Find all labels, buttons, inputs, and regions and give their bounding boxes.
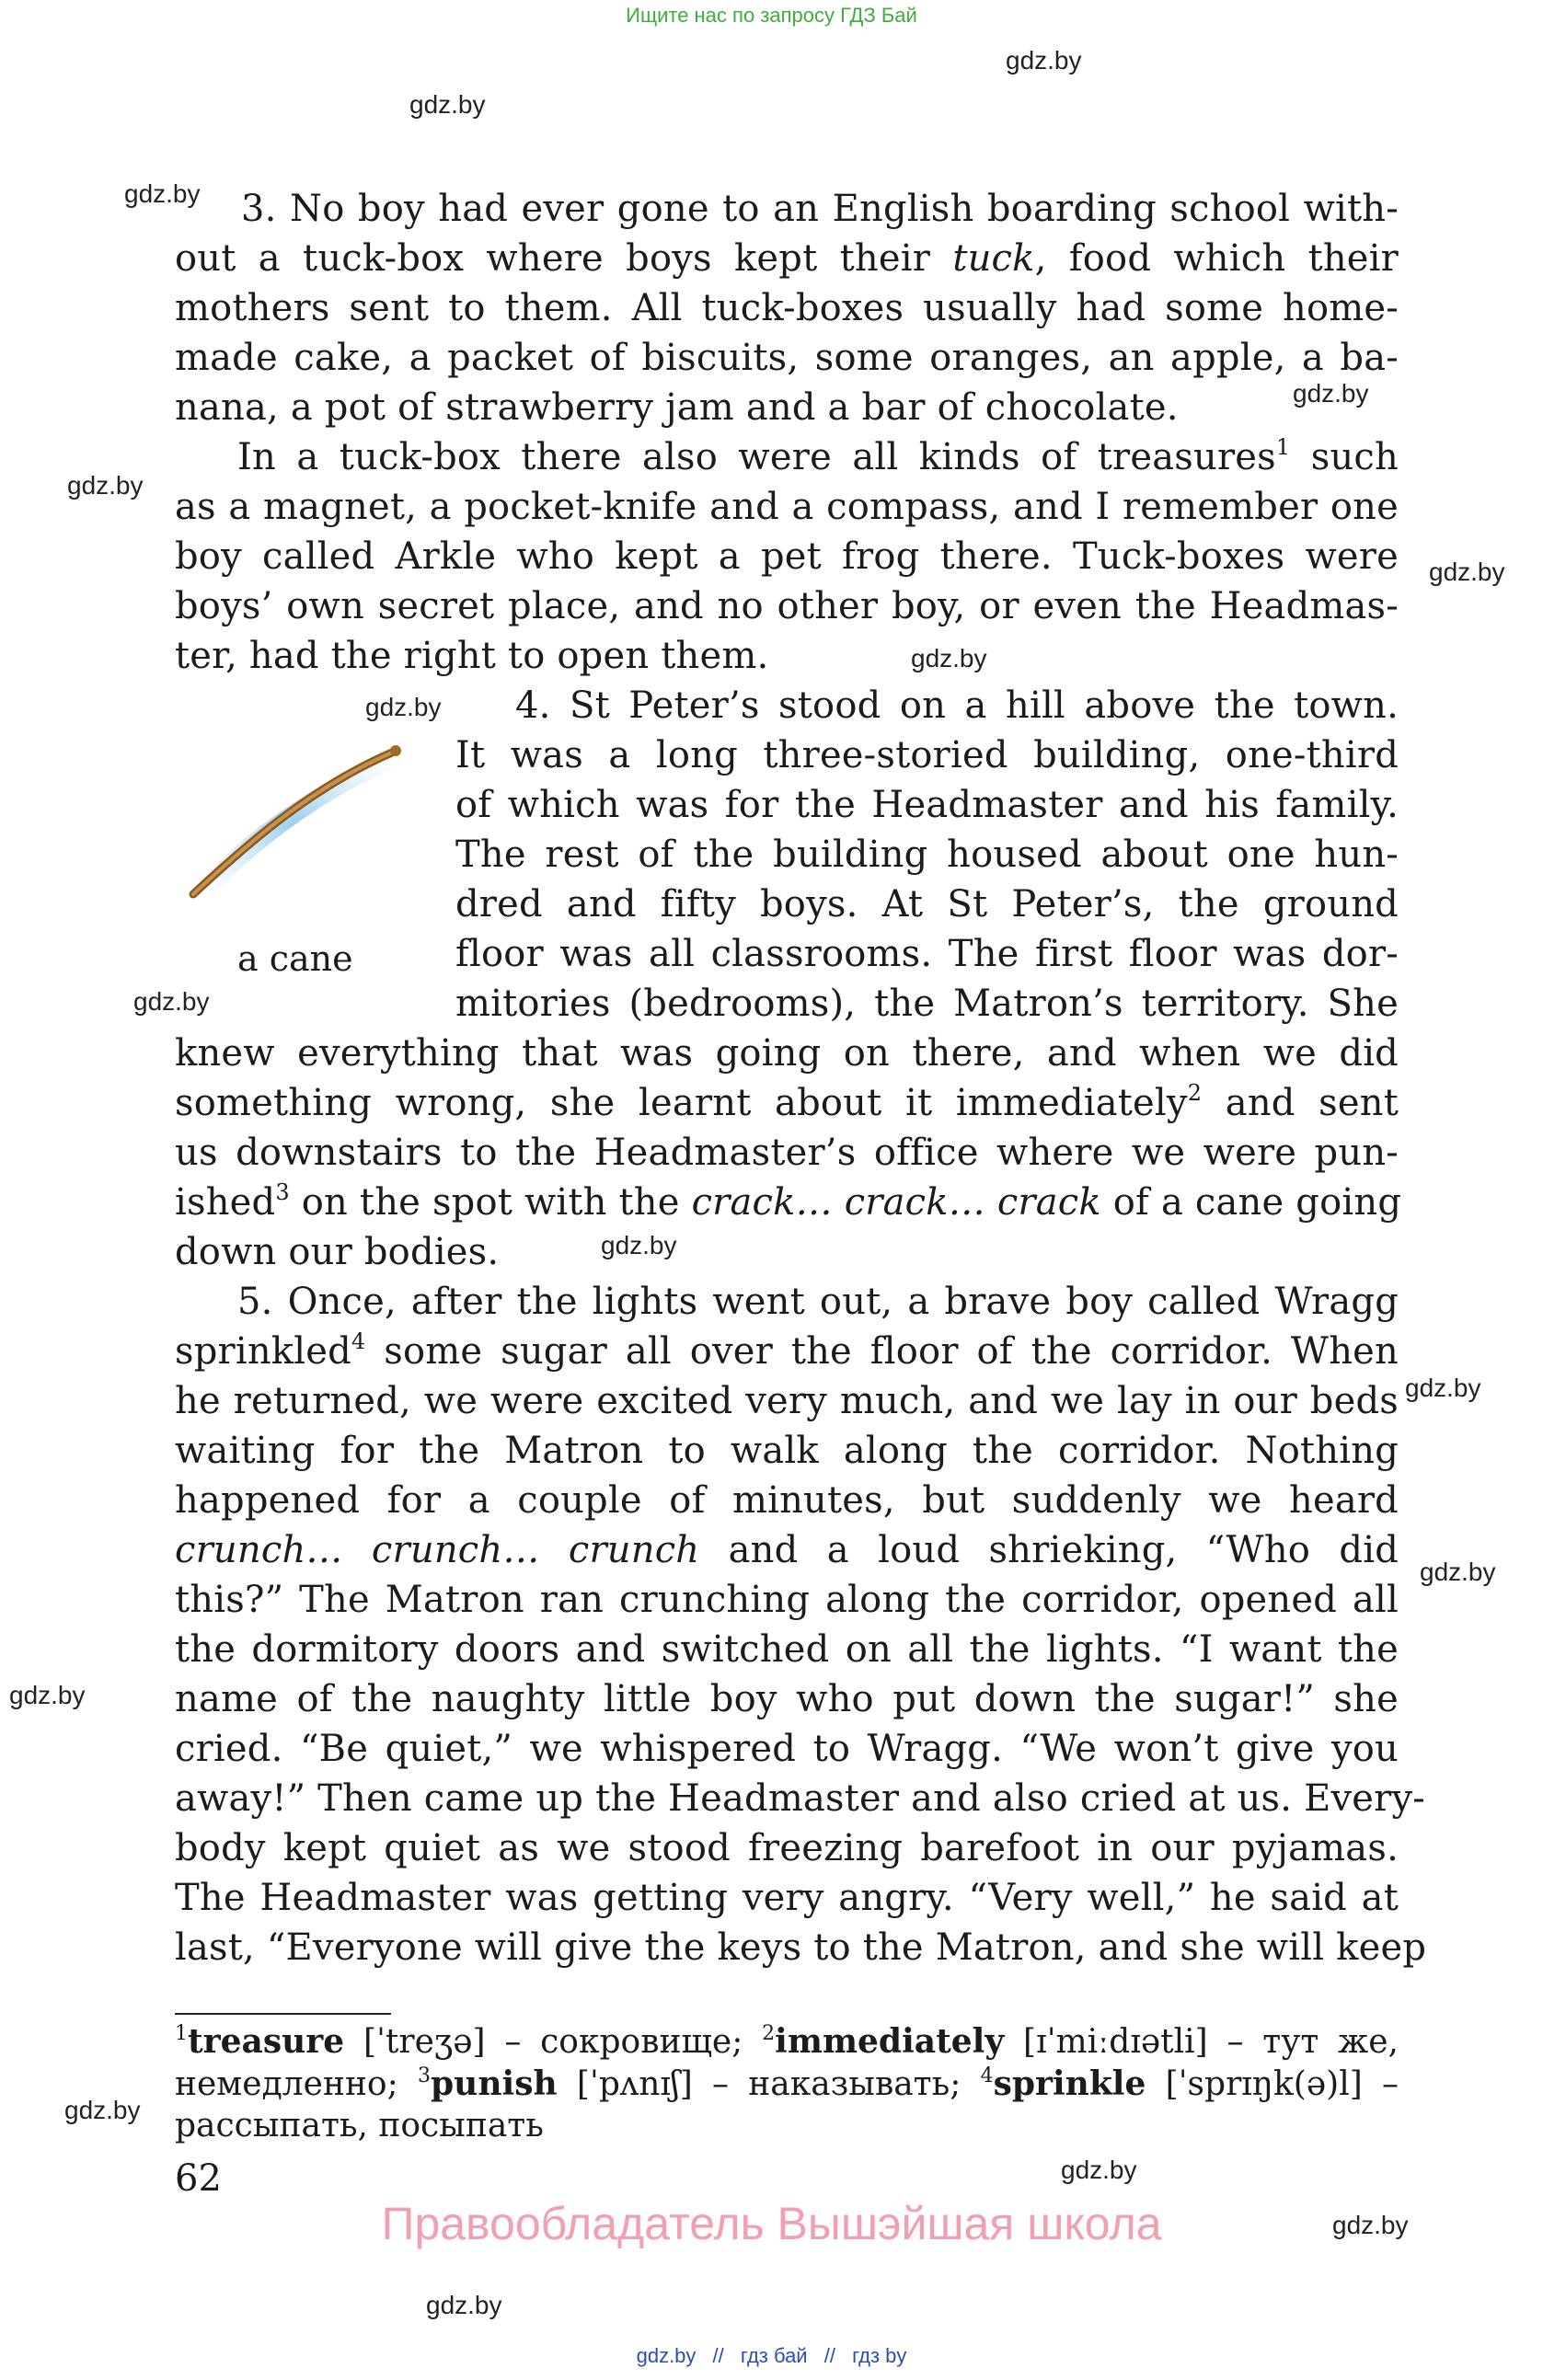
text-line: ished$^3$ on the spot with the crack… crack… crack of a cane going [175, 1179, 1402, 1224]
text-line: 4. St Peter’s stood on a hill above the town. [515, 684, 1399, 727]
footer-links [0, 2344, 1543, 2368]
text-line: out a tuck-box where boys kept their tuck, food which their [175, 237, 1399, 280]
text-line: In a tuck-box there also were all kinds of treasures$^1$ such [237, 434, 1399, 478]
text-line: nana, a pot of strawberry jam and a bar of chocolate. [175, 386, 1179, 429]
copyright-owner: Правообладатель Вышэйшая школа [381, 2198, 1162, 2249]
text-line: waiting for the Matron to walk along the corridor. Nothing [175, 1430, 1399, 1472]
text-line: dred and fifty boys. At St Peter’s, the ground [455, 883, 1399, 926]
footnote-line: $^1$treasure [ˈtreʒə] – сокровище; $^2$immediately [ɪˈmiːdɪətli] – тут же, [175, 2022, 1399, 2061]
watermark: gdz.by [1006, 46, 1082, 75]
watermark: gdz.by [426, 2291, 502, 2319]
footnote-divider [175, 2013, 391, 2015]
text-line: The Headmaster was getting very angry. “Very well,” he said at [175, 1877, 1399, 1919]
watermark: gdz.by [67, 471, 144, 500]
page-number: 62 [175, 2157, 222, 2200]
text-line: away!” Then came up the Headmaster and also cried at us. Every- [175, 1777, 1425, 1820]
cane-icon [173, 727, 412, 920]
text-line: 5. Once, after the lights went out, a brave boy called Wragg [237, 1281, 1399, 1323]
footer-link[interactable]: gdz.by [636, 2344, 697, 2367]
text-line: something wrong, she learnt about it immediately$^2$ and sent [175, 1080, 1399, 1124]
watermark: gdz.by [124, 179, 201, 208]
text-line: this?” The Matron ran crunching along the corridor, opened all [175, 1579, 1399, 1621]
text-line: boys’ own secret place, and no other boy, or even the Headmas- [175, 585, 1399, 627]
text-line: down our bodies. [175, 1231, 500, 1273]
watermark: gdz.by [64, 2096, 141, 2124]
text-line: last, “Everyone will give the keys to the Matron, and she will keep [175, 1926, 1427, 1969]
text-line: 3. No boy had ever gone to an English boarding school with- [241, 188, 1399, 230]
text-line: cried. “Be quiet,” we whispered to Wragg. “We won’t give you [175, 1728, 1399, 1770]
text-line: It was a long three-storied building, one-third [455, 734, 1399, 776]
text-line: us downstairs to the Headmaster’s office where we were pun- [175, 1132, 1399, 1174]
watermark: gdz.by [9, 1681, 86, 1709]
text-line: boy called Arkle who kept a pet frog there. Tuck-boxes were [175, 535, 1399, 578]
watermark: gdz.by [1293, 379, 1369, 408]
footer-link[interactable]: гдз by [852, 2344, 907, 2367]
watermark: gdz.by [409, 90, 486, 119]
text-line: made cake, a packet of biscuits, some oranges, an apple, a ba- [175, 337, 1399, 379]
footer-link[interactable]: гдз бай [740, 2344, 808, 2367]
footer-separator: // [712, 2344, 724, 2367]
text-line: ter, had the right to open them. [175, 635, 769, 677]
watermark: gdz.by [1429, 558, 1505, 586]
text-line: The rest of the building housed about one hun- [455, 834, 1399, 876]
footnote-line: рассыпать, посыпать [175, 2107, 544, 2144]
watermark: gdz.by [133, 987, 210, 1016]
text-line: the dormitory doors and switched on all the lights. “I want the [175, 1628, 1399, 1671]
text-line: as a magnet, a pocket-knife and a compass, and I remember one [175, 486, 1399, 528]
search-hint-link[interactable]: Ищите нас по запросу ГДЗ Бай [626, 4, 917, 27]
text-line: sprinkled$^4$ some sugar all over the floor of the corridor. When [175, 1328, 1399, 1373]
text-line: knew everything that was going on there, and when we did [175, 1032, 1399, 1075]
text-line: crunch… crunch… crunch and a loud shrieking, “Who did [175, 1529, 1399, 1571]
watermark: gdz.by [911, 644, 987, 673]
text-line: mothers sent to them. All tuck-boxes usually had some home- [175, 287, 1399, 329]
footnote-line: немедленно; $^3$punish [ˈpʌnɪʃ] – наказывать; $^4$sprinkle [ˈsprɪŋk(ə)l] – [175, 2064, 1399, 2103]
watermark: gdz.by [1420, 1558, 1496, 1586]
text-line: body kept quiet as we stood freezing barefoot in our pyjamas. [175, 1827, 1399, 1869]
watermark: gdz.by [1405, 1374, 1481, 1402]
watermark: gdz.by [1061, 2156, 1137, 2184]
illustration-caption: a cane [237, 938, 353, 979]
watermark: gdz.by [601, 1231, 677, 1259]
footer-separator: // [823, 2344, 835, 2367]
text-line: of which was for the Headmaster and his family. [455, 784, 1399, 826]
text-line: he returned, we were excited very much, and we lay in our beds [175, 1380, 1399, 1422]
watermark: gdz.by [365, 693, 442, 721]
text-line: floor was all classrooms. The first floor was dor- [455, 933, 1399, 975]
watermark: gdz.by [1332, 2211, 1409, 2239]
text-line: mitories (bedrooms), the Matron’s territory. She [455, 983, 1399, 1025]
text-line: happened for a couple of minutes, but suddenly we heard [175, 1479, 1399, 1522]
text-line: name of the naughty little boy who put down the sugar!” she [175, 1678, 1399, 1720]
